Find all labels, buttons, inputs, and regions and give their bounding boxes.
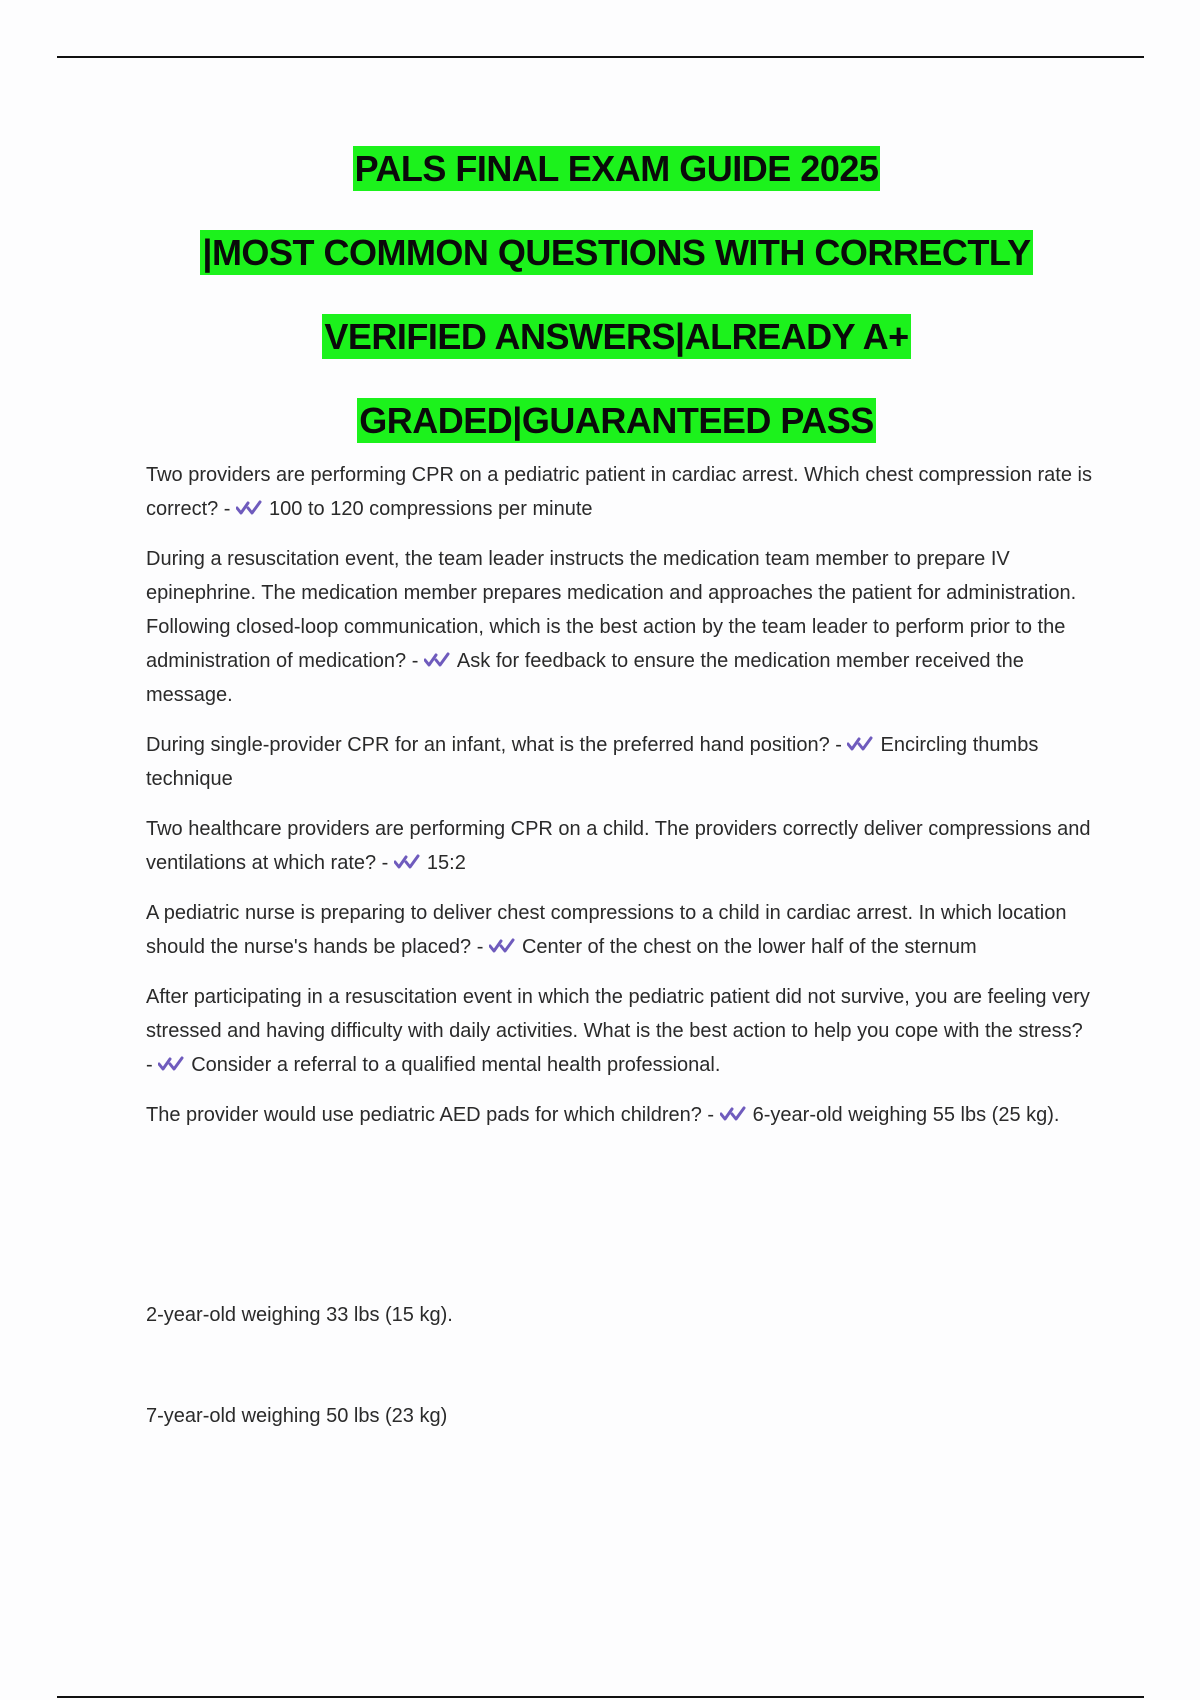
qa-item: [146, 728, 1092, 796]
question-text: After participating in a resuscitation event in which the pediatric patient did not survive, you are feeling very stressed and having difficulty with daily activities. What is the best action to help you cope with the stress? -: [146, 986, 1090, 1076]
qa-item: [146, 812, 1092, 880]
qa-item: [146, 896, 1092, 964]
question-text: Two providers are performing CPR on a pediatric patient in cardiac arrest. Which chest compression rate is correct? -: [146, 464, 1092, 520]
qa-item: [146, 542, 1092, 712]
question-text: During single-provider CPR for an infant, what is the preferred hand position? -: [146, 734, 842, 756]
answer-text: Consider a referral to a qualified mental health professional.: [191, 1054, 721, 1076]
question-text: The provider would use pediatric AED pads for which children? -: [146, 1104, 715, 1126]
answer-option: 2-year-old weighing 33 lbs (15 kg).: [146, 1304, 453, 1326]
double-check-icon: [158, 1054, 184, 1074]
double-check-icon: [424, 650, 450, 670]
qa-item: [146, 1098, 1092, 1132]
title-line-3: VERIFIED ANSWERS|ALREADY A+: [324, 316, 909, 357]
double-check-icon: [489, 936, 515, 956]
question-text: A pediatric nurse is preparing to deliver chest compressions to a child in cardiac arrest. In which location should the nurse's hands be placed? -: [146, 902, 1067, 958]
double-check-icon: [847, 734, 873, 754]
answer-text: Encircling thumbs technique: [146, 734, 1039, 790]
answer-text: 15:2: [426, 852, 466, 874]
question-text: During a resuscitation event, the team leader instructs the medication team member to prepare IV epinephrine. The medication member prepares medication and approaches the patient for administration. Following closed-loop communication, which is the best action by the team leader to perform prior to the administration of medication? -: [146, 548, 1077, 672]
qa-list: [146, 458, 1092, 1148]
title-line-1: PALS FINAL EXAM GUIDE 2025: [354, 148, 879, 189]
answer-option: 7-year-old weighing 50 lbs (23 kg): [146, 1405, 448, 1427]
double-check-icon: [394, 852, 420, 872]
question-text: Two healthcare providers are performing CPR on a child. The providers correctly deliver compressions and ventilations at which rate? -: [146, 818, 1091, 874]
qa-item: [146, 458, 1092, 526]
bottom-rule: [57, 1696, 1144, 1698]
top-rule: [57, 56, 1144, 58]
title-line-4: GRADED|GUARANTEED PASS: [359, 400, 874, 441]
qa-item: [146, 980, 1092, 1082]
answer-text: 100 to 120 compressions per minute: [269, 498, 593, 520]
double-check-icon: [720, 1104, 746, 1124]
title-line-2: |MOST COMMON QUESTIONS WITH CORRECTLY: [202, 232, 1031, 273]
answer-text: Center of the chest on the lower half of the sternum: [521, 936, 977, 958]
answer-text: 6-year-old weighing 55 lbs (25 kg).: [752, 1104, 1060, 1126]
double-check-icon: [236, 498, 262, 518]
answer-text: Ask for feedback to ensure the medication member received the message.: [146, 650, 1024, 706]
document-title: [0, 143, 1200, 479]
